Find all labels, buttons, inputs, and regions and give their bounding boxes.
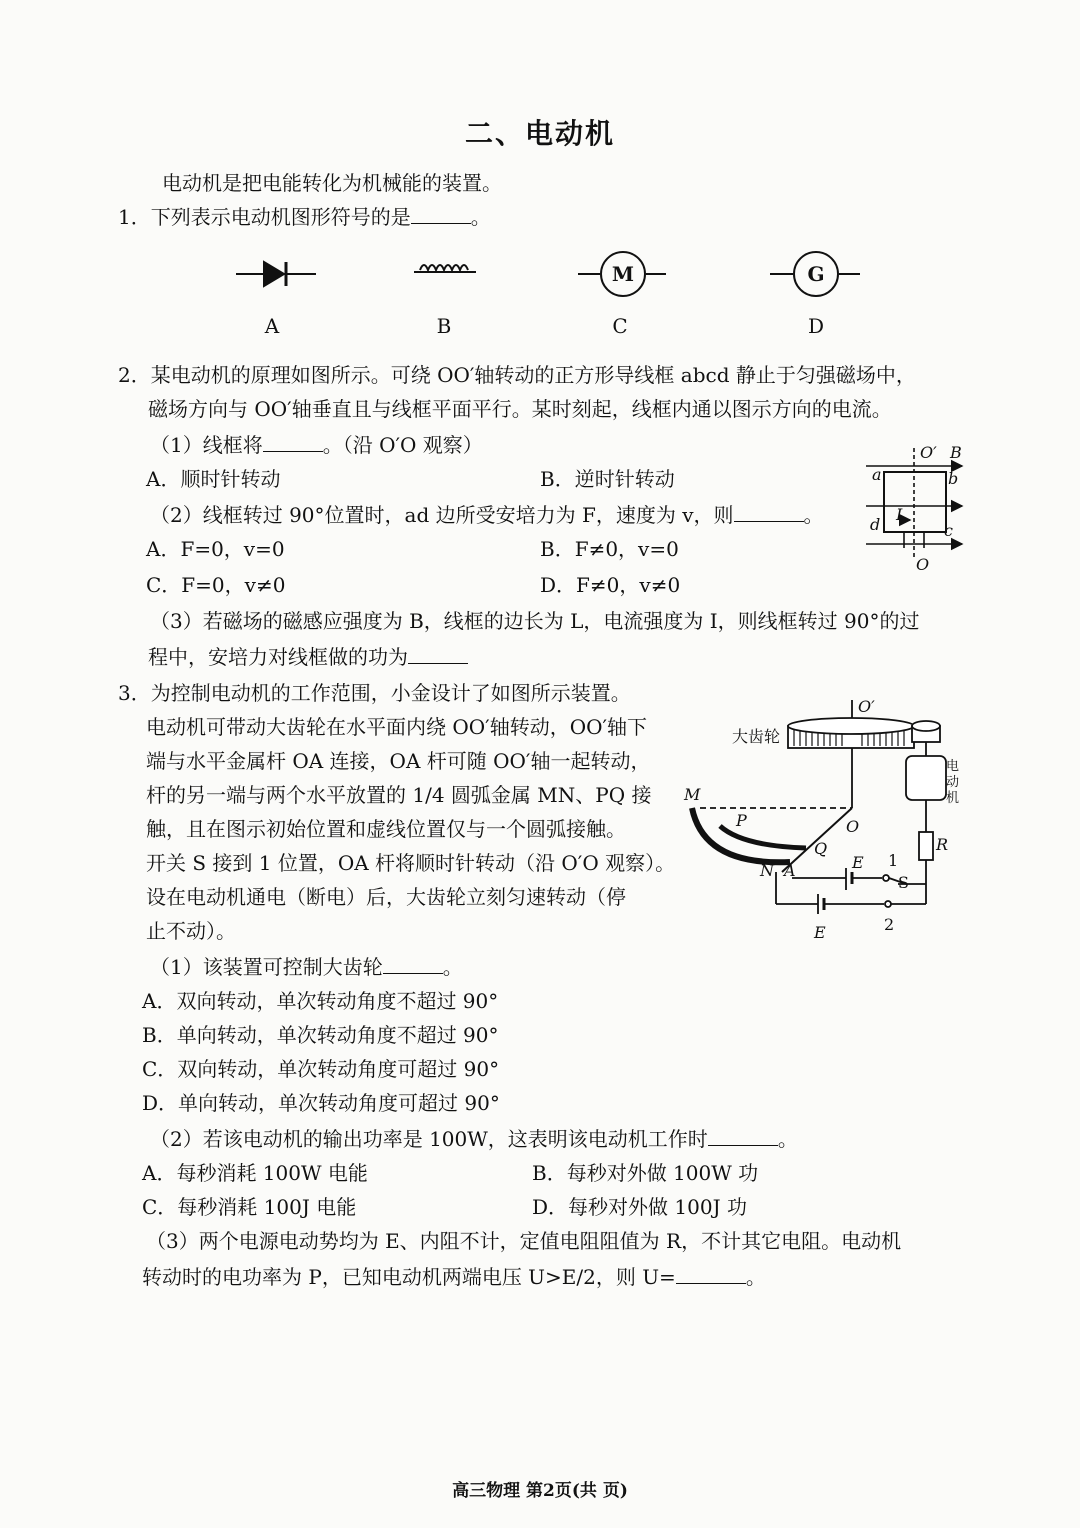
- q2-part1-option-a: A．顺时针转动: [146, 467, 281, 491]
- q3-part3-line1: （3）两个电源电动势均为 E、内阻不计，定值电阻阻值为 R，不计其它电阻。电动机: [146, 1229, 902, 1253]
- q2-fig-i: I: [896, 505, 903, 524]
- q3-part1: （1）该装置可控制大齿轮 。: [150, 950, 463, 984]
- q2-stem-line2: 磁场方向与 OO′轴垂直且与线框平面平行。某时刻起，线框内通以图示方向的电流。: [148, 397, 892, 421]
- q3-fig-p: P: [736, 811, 747, 830]
- q2-fig-d: d: [870, 515, 881, 534]
- arc-pq: [720, 826, 806, 848]
- motor-letter: M: [611, 262, 635, 286]
- q3-line-3: 端与水平金属杆 OA 连接，OA 杆可随 OO′轴一起转动，: [146, 749, 651, 773]
- q3-line-6: 开关 S 接到 1 位置，OA 杆将顺时针转动（沿 O′O 观察）。: [146, 851, 676, 875]
- q2-part2: （2）线框转过 90°位置时，ad 边所受安培力为 F，速度为 v，则 。: [150, 498, 824, 532]
- q2-part3-line2: 程中，安培力对线框做的功为: [148, 640, 468, 674]
- q3-fig-motor-char1: 电: [946, 759, 960, 774]
- q3-line-8: 止不动）。: [146, 919, 236, 943]
- q3-part2-option-a: A．每秒消耗 100W 电能: [142, 1161, 368, 1185]
- q3-line-4: 杆的另一端与两个水平放置的 1/4 圆弧金属 MN、PQ 接: [146, 783, 652, 807]
- q3-line-1: 3．为控制电动机的工作范围，小金设计了如图所示装置。: [118, 681, 631, 705]
- q3-line-7: 设在电动机通电（断电）后，大齿轮立刻匀速转动（停: [146, 885, 626, 909]
- q3-part1-option-d: D．单向转动，单次转动角度可超过 90°: [142, 1091, 500, 1115]
- motor-body: [906, 756, 946, 800]
- q2-part1: （1）线框将 。（沿 O′O 观察）: [150, 428, 483, 462]
- q3-part2-option-c: C．每秒消耗 100J 电能: [142, 1195, 357, 1219]
- q1-label-d: D: [807, 314, 825, 338]
- q3-fig-e2: E: [814, 923, 826, 942]
- q3-fig-n2: 2: [884, 915, 895, 934]
- q3-fig-e1: E: [852, 853, 864, 872]
- q3-fig-motor-char2: 动: [946, 775, 960, 790]
- q2-part1-option-b: B．逆时针转动: [540, 467, 675, 491]
- q3-fig-n1: 1: [888, 851, 899, 870]
- q2-part2-option-a: A．F=0，v=0: [146, 537, 285, 561]
- q3-part3-line2: 转动时的电功率为 P，已知电动机两端电压 U>E/2，则 U= 。: [142, 1260, 766, 1294]
- q3-fig-q: Q: [814, 839, 828, 858]
- q3-fig-o: O: [846, 817, 860, 836]
- q2-stem-line1: 2．某电动机的原理如图所示。可绕 OO′轴转动的正方形导线框 abcd 静止于匀强磁场中，: [118, 363, 916, 387]
- q3-fig-s: S: [898, 873, 909, 892]
- q3-part1-option-a: A．双向转动，单次转动角度不超过 90°: [142, 989, 499, 1013]
- q3-fig-o-top: O′: [858, 697, 875, 716]
- q1-label-c: C: [612, 314, 628, 338]
- q1-label-b: B: [436, 314, 452, 338]
- page-footer: 高三物理 第2页(共 页): [452, 1481, 628, 1501]
- q3-fig-r: R: [936, 835, 949, 854]
- q2-part2-option-b: B．F≠0，v=0: [540, 537, 679, 561]
- q3-part1-option-b: B．单向转动，单次转动角度不超过 90°: [142, 1023, 499, 1047]
- q2-part2-option-c: C．F=0，v≠0: [146, 573, 286, 597]
- q2-part3-line1: （3）若磁场的磁感应强度为 B，线框的边长为 L，电流强度为 I，则线框转过 90°的过: [150, 609, 920, 633]
- q2-part2-option-d: D．F≠0，v≠0: [540, 573, 681, 597]
- intro-text: 电动机是把电能转化为机械能的装置。: [162, 171, 502, 195]
- q2-fig-o: O: [916, 555, 930, 574]
- q2-fig-a: a: [872, 465, 882, 484]
- q1-label-a: A: [264, 314, 280, 338]
- q2-fig-c: c: [944, 521, 953, 540]
- q3-fig-a: A: [784, 861, 796, 880]
- q3-part2-option-b: B．每秒对外做 100W 功: [532, 1161, 759, 1185]
- section-title: 二、电动机: [464, 117, 615, 150]
- q3-part1-option-c: C．双向转动，单次转动角度可超过 90°: [142, 1057, 500, 1081]
- q2-fig-o-top: O′: [920, 443, 937, 462]
- q3-fig-gear-label: 大齿轮: [732, 727, 781, 746]
- q3-line-2: 电动机可带动大齿轮在水平面内绕 OO′轴转动，OO′轴下: [146, 715, 648, 739]
- q2-fig-b: B: [950, 443, 962, 462]
- resistor: [919, 832, 933, 860]
- q2-fig-bb: b: [948, 469, 959, 488]
- q3-fig-m: M: [684, 785, 701, 804]
- q1-stem: 1．下列表示电动机图形符号的是 。: [118, 200, 491, 234]
- q3-fig-motor-char3: 机: [946, 791, 960, 806]
- q3-part2: （2）若该电动机的输出功率是 100W，这表明该电动机工作时 。: [150, 1122, 798, 1156]
- generator-letter: G: [807, 262, 825, 286]
- q3-line-5: 触，且在图示初始位置和虚线位置仅与一个圆弧接触。: [146, 817, 626, 841]
- q3-part2-option-d: D．每秒对外做 100J 功: [532, 1195, 747, 1219]
- q3-fig-n: N: [760, 861, 774, 880]
